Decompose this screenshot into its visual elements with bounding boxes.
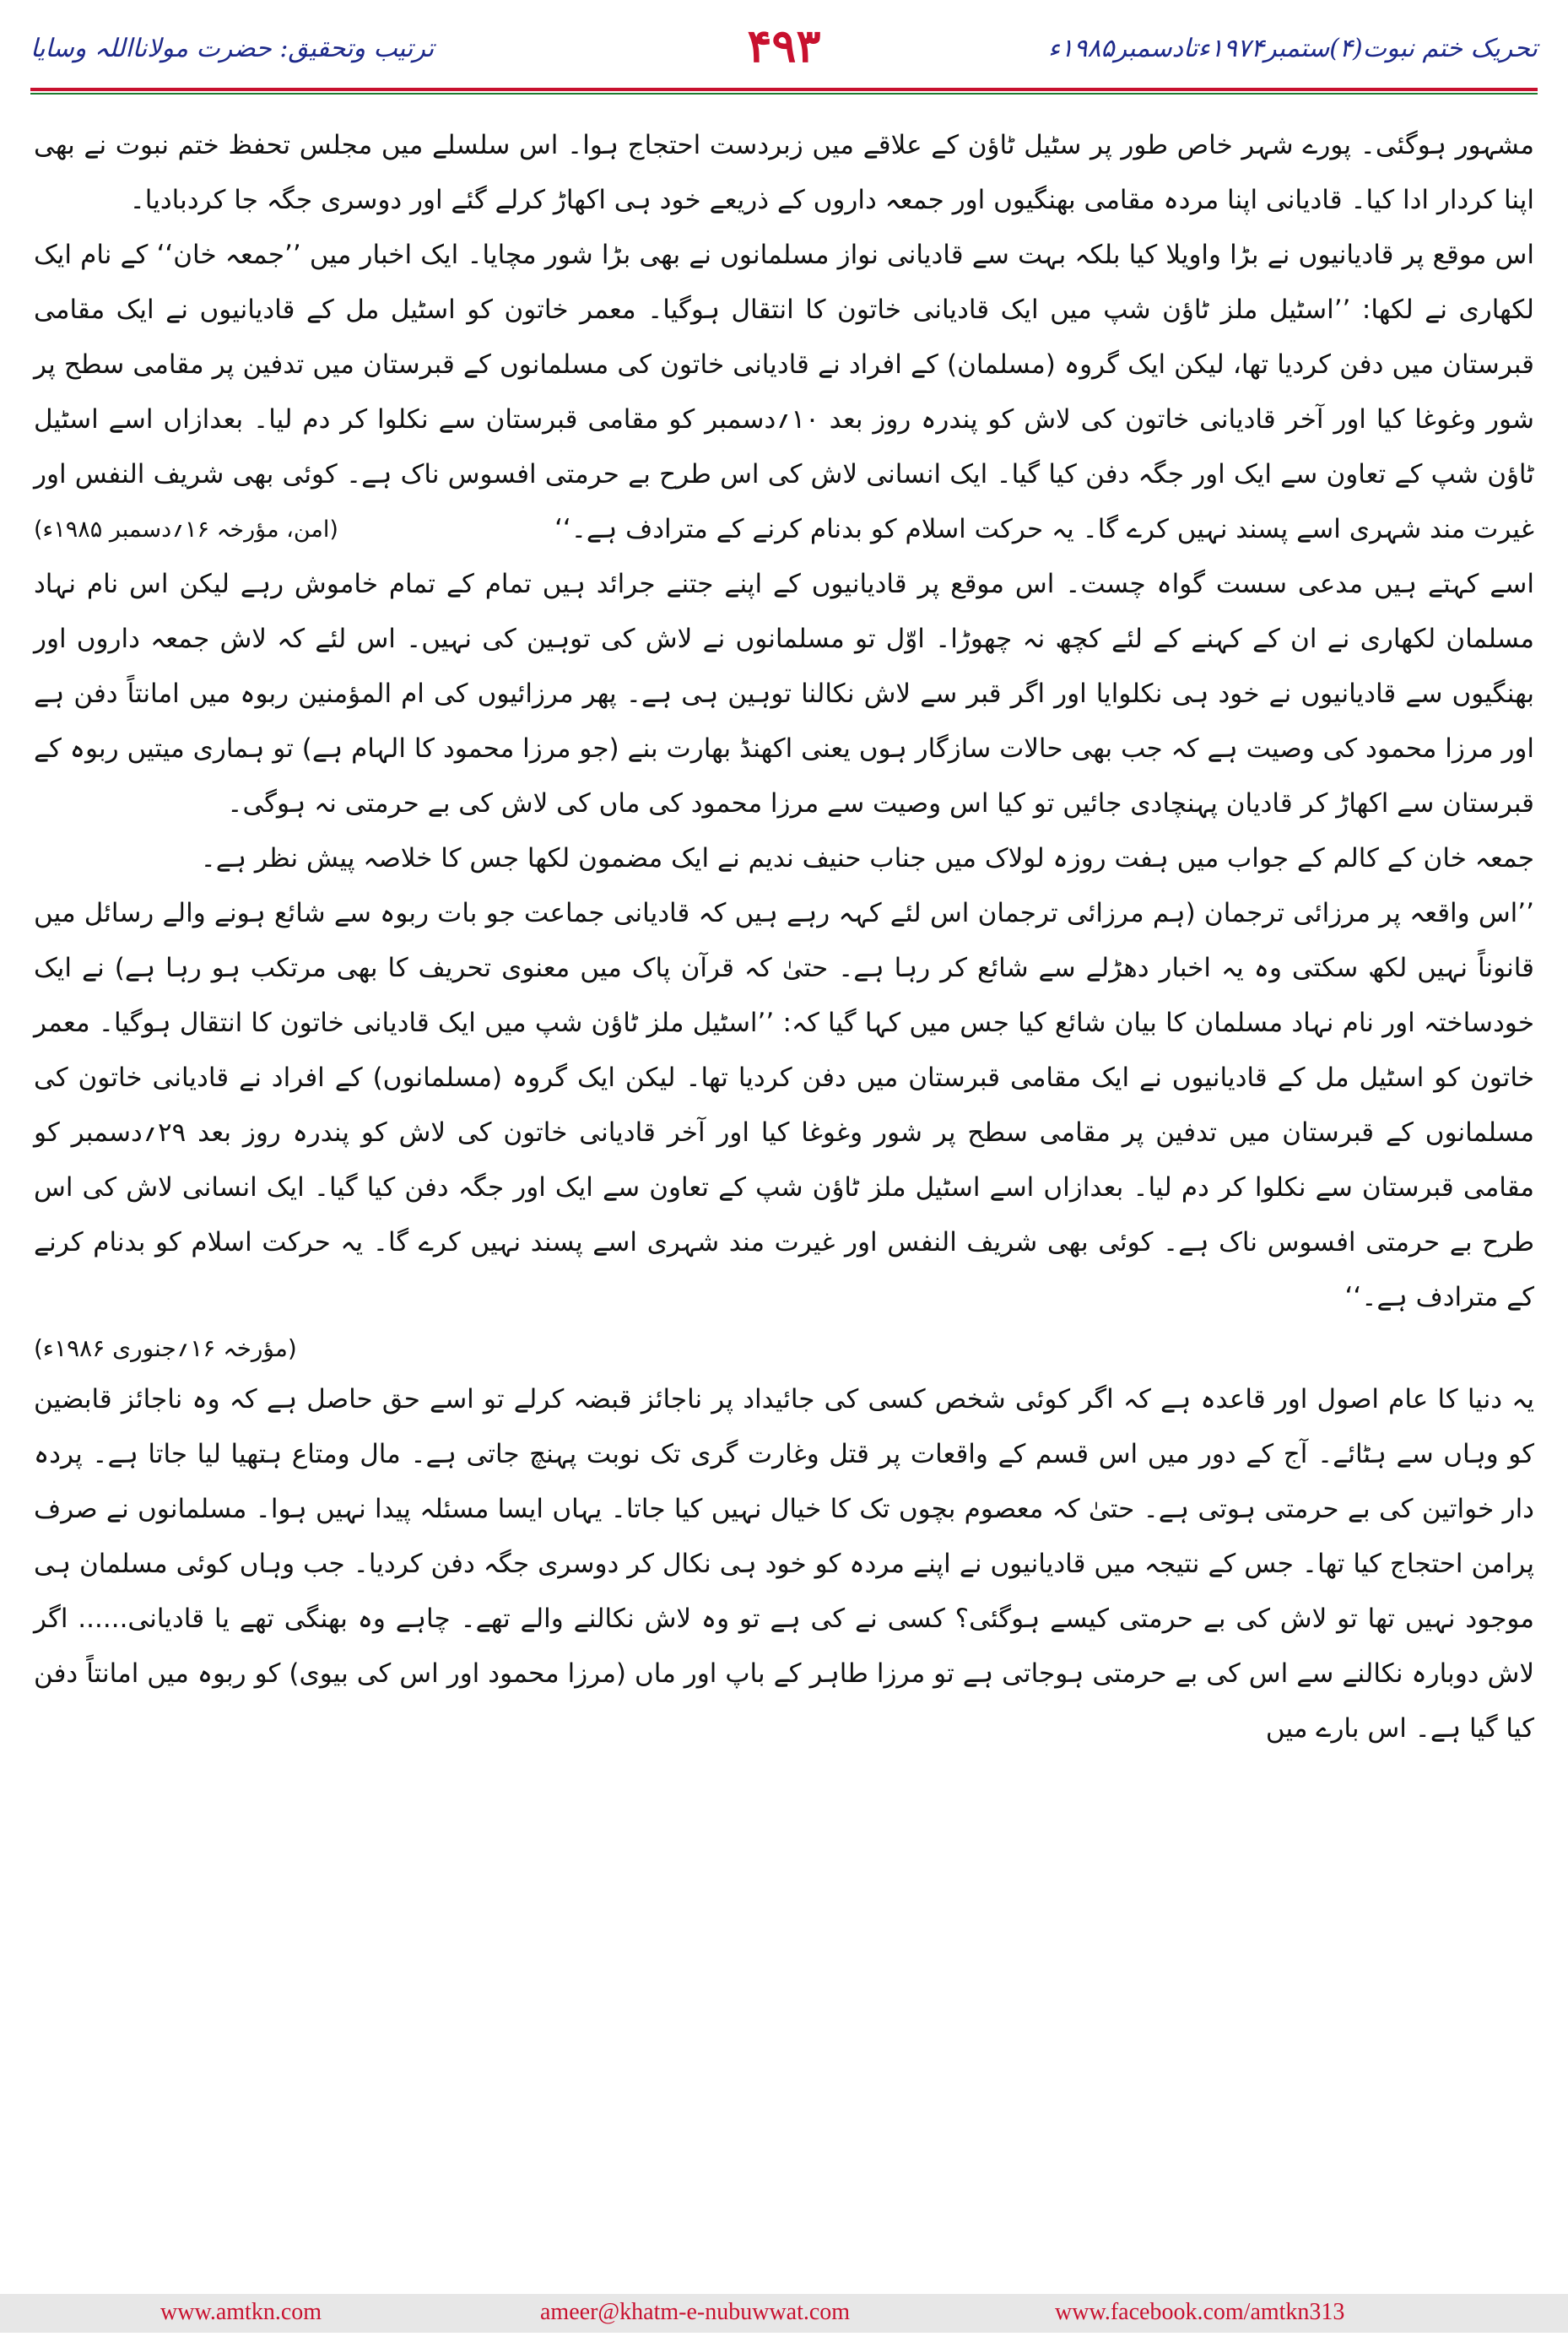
paragraph-1: مشہور ہوگئی۔ پورے شہر خاص طور پر سٹیل ٹاؤن کے علاقے میں زبردست احتجاج ہوا۔ اس سلسلے میں مجلس تحفظ ختم نبوت نے بھی اپنا کردار ادا کیا۔ قادیانی اپنا مردہ مقامی بھنگیوں اور جمعہ داروں کے ذریعے خود ہی اکھاڑ کرلے گئے اور دوسری جگہ جا کردبادیا۔: [34, 130, 1534, 215]
header-rule-green: [30, 93, 1538, 95]
page-footer: [0, 2294, 1568, 2333]
header-rule-red: [30, 88, 1538, 91]
series-title: تحریک ختم نبوت(۴)ستمبر۱۹۷۴ءتادسمبر۱۹۸۵ء: [1048, 34, 1538, 63]
paragraph-6: یہ دنیا کا عام اصول اور قاعدہ ہے کہ اگر کوئی شخص کسی کی جائیداد پر ناجائز قبضہ کرلے تو اسے حق حاصل ہے کہ وہ ناجائز قابضین کو وہاں سے ہٹائے۔ آج کے دور میں اس قسم کے واقعات پر قتل وغارت گری تک نوبت پہنچ جاتی ہے۔ مال ومتاع ہتھیا لیا جاتا ہے۔ پردہ دار خواتین کی بے حرمتی ہوتی ہے۔ حتیٰ کہ معصوم بچوں تک کا خیال نہیں کیا جاتا۔ یہاں ایسا مسئلہ پیدا نہیں ہوا۔ مسلمانوں نے صرف پرامن احتجاج کیا تھا۔ جس کے نتیجہ میں قادیانیوں نے اپنے مردہ کو خود ہی نکال کر دوسری جگہ دفن کردیا۔ جب وہاں کوئی مسلمان ہی موجود نہیں تھا تو لاش کی بے حرمتی کیسے ہوگئی؟ کسی نے کی ہے تو وہ لاش نکالنے والے تھے۔ چاہے وہ بھنگی تھے یا قادیانی...... اگر لاش دوبارہ نکالنے سے اس کی بے حرمتی ہوجاتی ہے تو مرزا طاہر کے باپ اور ماں (مرزا محمود اور اس کی بیوی) کو ربوہ میں امانتاً دفن کیا گیا ہے۔ اس بارے میں: [34, 1384, 1534, 1744]
paragraph-5-quote: ’’اس واقعہ پر مرزائی ترجمان (ہم مرزائی ترجمان اس لئے کہہ رہے ہیں کہ قادیانی جماعت جو بات ربوہ سے شائع ہونے والے رسائل میں قانوناً نہیں لکھ سکتی وہ یہ اخبار دھڑلے سے شائع کر رہا ہے۔ حتیٰ کہ قرآن پاک میں معنوی تحریف کا بھی مرتکب ہو رہا ہے) نے ایک خودساختہ اور نام نہاد مسلمان کا بیان شائع کیا جس میں کہا گیا کہ: ’’اسٹیل ملز ٹاؤن شپ میں ایک قادیانی خاتون کا انتقال ہوگیا۔ معمر خاتون کو اسٹیل مل کے قادیانیوں نے ایک مقامی قبرستان میں دفن کردیا تھا۔ لیکن ایک گروہ (مسلمانوں) کے افراد نے قادیانی خاتون کی مسلمانوں کے قبرستان میں تدفین پر مقامی سطح پر شور وغوغا کیا اور آخر قادیانی خاتون کی لاش کو پندرہ روز بعد ۲۹؍دسمبر کو مقامی قبرستان سے نکلوا کر دم لیا۔ بعدازاں اسے اسٹیل ملز ٹاؤن شپ کے تعاون سے ایک اور جگہ دفن کیا گیا۔ ایک انسانی لاش کی اس طرح بے حرمتی افسوس ناک ہے۔ کوئی بھی شریف النفس اور غیرت مند شہری اسے پسند نہیں کرے گا۔ یہ حرکت اسلام کو بدنام کرنے کے مترادف ہے۔‘‘: [34, 898, 1535, 1312]
email-link[interactable]: ameer@khatm-e-nubuwwat.com: [540, 2299, 851, 2325]
page-number: ۴۹۳: [747, 19, 821, 73]
paragraph-2-text: اس موقع پر قادیانیوں نے بڑا واویلا کیا بلکہ بہت سے قادیانی نواز مسلمانوں نے بھی بڑا شور مچایا۔ ایک اخبار میں ’’جمعہ خان‘‘ کے نام ایک لکھاری نے لکھا: ’’اسٹیل ملز ٹاؤن شپ میں ایک قادیانی خاتون کا انتقال ہوگیا۔ معمر خاتون کو اسٹیل مل کے قادیانیوں نے ایک مقامی قبرستان میں دفن کردیا تھا، لیکن ایک گروہ (مسلمان) کے افراد نے قادیانی خاتون کی مسلمانوں کے قبرستان میں تدفین پر مقامی سطح پر شور وغوغا کیا اور آخر قادیانی خاتون کی لاش کو پندرہ روز بعد ۱۰؍دسمبر کو مقامی قبرستان سے نکلوا کر دم لیا۔ بعدازاں اسے اسٹیل ٹاؤن شپ کے تعاون سے ایک اور جگہ دفن کیا گیا۔ ایک انسانی لاش کی اس طرح بے حرمتی افسوس ناک ہے۔ کوئی بھی شریف النفس اور غیرت مند شہری اسے پسند نہیں کرے گا۔ یہ حرکت اسلام کو بدنام کرنے کے مترادف ہے۔‘‘: [34, 240, 1535, 544]
paragraph-2: [34, 228, 1534, 557]
paragraph-3: اسے کہتے ہیں مدعی سست گواہ چست۔ اس موقع پر قادیانیوں کے اپنے جتنے جرائد ہیں تمام کے تمام خاموش رہے لیکن اس نام نہاد مسلمان لکھاری نے ان کے کہنے کے لئے کچھ نہ چھوڑا۔ اوّل تو مسلمانوں نے لاش کی توہین کی نہیں۔ اس لئے کہ لاش جمعہ داروں اور بھنگیوں سے قادیانیوں نے خود ہی نکلوایا اور اگر قبر سے لاش نکالنا توہین ہی ہے۔ پھر مرزائیوں کی ام المؤمنین ربوہ میں امانتاً دفن ہے اور مرزا محمود کی وصیت ہے کہ جب بھی حالات سازگار ہوں یعنی اکھنڈ بھارت بنے (جو مرزا محمود کا الہام ہے) تو ہماری میتیں ربوہ کے قبرستان سے اکھاڑ کر قادیان پہنچادی جائیں تو کیا اس وصیت سے مرزا محمود کی ماں کی لاش کی بے حرمتی نہ ہوگی۔: [34, 569, 1534, 819]
website-link[interactable]: www.amtkn.com: [160, 2299, 322, 2325]
citation-aman: (امن، مؤرخہ ۱۶؍دسمبر ۱۹۸۵ء): [34, 517, 338, 543]
compiler-credit: ترتیب وتحقیق: حضرت مولانااللہ وسایا: [30, 34, 435, 63]
paragraph-4: جمعہ خان کے کالم کے جواب میں ہفت روزہ لولاک میں جناب حنیف ندیم نے ایک مضمون لکھا جس کا خلاصہ پیش نظر ہے۔: [200, 843, 1534, 874]
article-body: [34, 118, 1534, 2245]
facebook-link[interactable]: www.facebook.com/amtkn313: [1055, 2299, 1345, 2325]
citation-date: (مؤرخہ ۱۶؍جنوری ۱۹۸۶ء): [34, 1334, 297, 1362]
page-header: [30, 19, 1538, 86]
